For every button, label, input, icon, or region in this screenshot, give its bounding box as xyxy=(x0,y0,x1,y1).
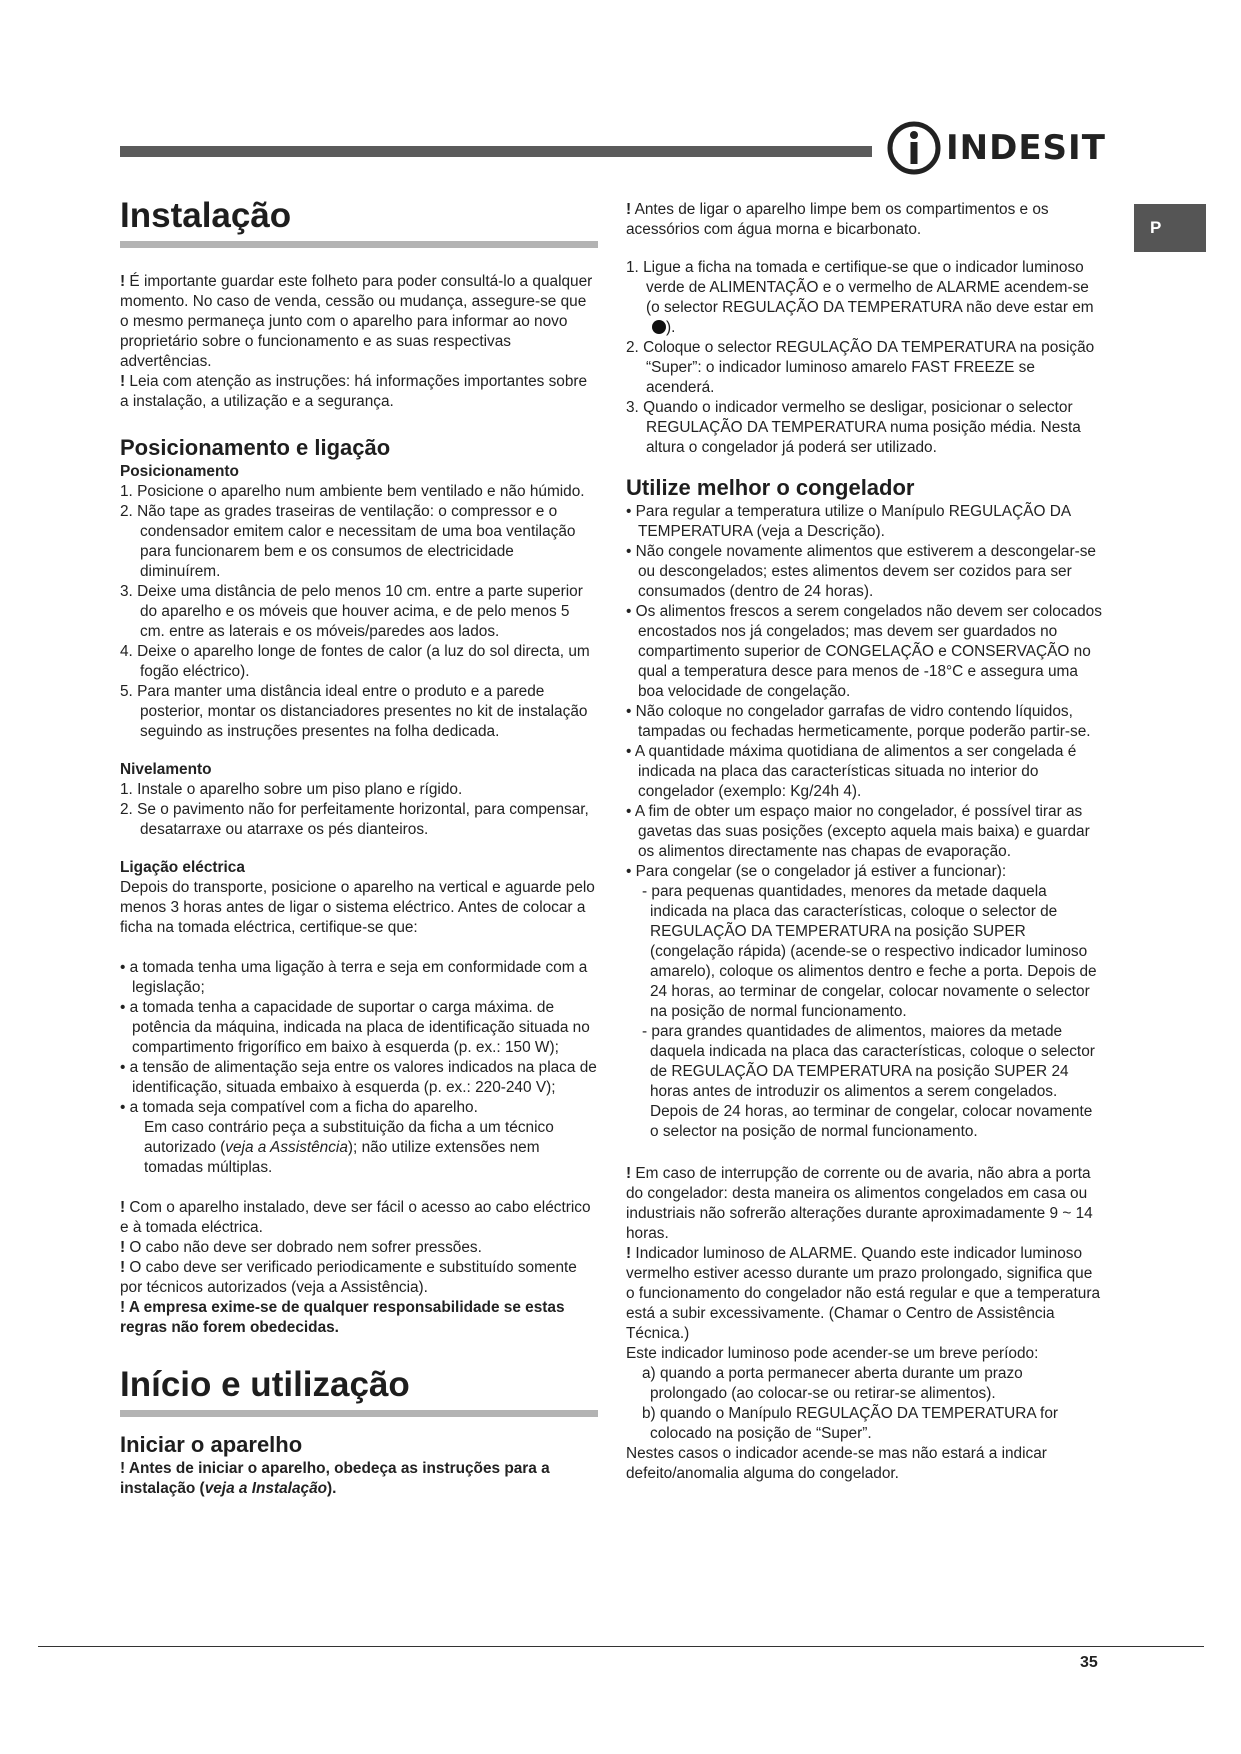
ligacao-extra: Em caso contrário peça a substituição da ficha a um técnico autorizado (veja a Assistência); não utilize extensões nem tomadas múltiplas. xyxy=(144,1119,554,1176)
pre-start-note: ! Antes de ligar o aparelho limpe bem os compartimentos e os acessórios com água morna e bicarbonato. xyxy=(626,201,1049,238)
list-item: • Os alimentos frescos a serem congelados não devem ser colocados encostados nos já congelados; mas devem ser guardados no compartimento superior de CONGELAÇÃO e CONSERVAÇÃO no qual a temperatura desce para menos de -18°C e assegura uma boa velocidade de congelação. xyxy=(626,603,1102,700)
heading-nivelamento: Nivelamento xyxy=(120,761,212,778)
list-item: 3. Quando o indicador vermelho se desligar, posicionar o selector REGULAÇÃO DA TEMPERATURA numa posição média. Nesta altura o congelador já poderá ser utilizado. xyxy=(626,399,1081,456)
warning-text: ! O cabo não deve ser dobrado nem sofrer pressões. xyxy=(120,1239,482,1256)
list-item: 3. Deixe uma distância de pelo menos 10 cm. entre a parte superior do aparelho e os móveis que houver acima, e de pelo menos 5 cm. entre as laterais e os móveis/paredes aos lados. xyxy=(120,583,583,640)
ligacao-paragraph: Depois do transporte, posicione o aparelho na vertical e aguarde pelo menos 3 horas antes de ligar o sistema eléctrico. Antes de colocar a ficha na tomada eléctrica, certifique-se que: xyxy=(120,879,595,936)
start-steps-list xyxy=(626,258,1104,458)
list-item: • a tomada tenha a capacidade de suportar o carga máxima. de potência da máquina, indicada na placa de identificação situada no compartimento frigorífico em baixo à esquerda (p. ex.: 150 W); xyxy=(120,999,590,1056)
list-item: • a tomada seja compatível com a ficha do aparelho. xyxy=(120,1099,478,1116)
list-item: • a tomada tenha uma ligação à terra e seja em conformidade com a legislação; xyxy=(120,959,588,996)
list-item: • A fim de obter um espaço maior no congelador, é possível tirar as gavetas das suas posições (excepto aquela mais baixa) e guardar os alimentos directamente nas chapas de evaporação. xyxy=(626,803,1090,860)
leveling-list xyxy=(120,780,598,840)
subsection-title-posicionamento: Posicionamento e ligação xyxy=(120,435,391,460)
alarm-note: ! Indicador luminoso de ALARME. Quando este indicador luminoso vermelho estiver acesso durante um prazo prolongado, significa que o funcionamento do congelador não está regular e que a temperatura está a subir excessivamente. (Chamar o Centro de Assistência Técnica.) xyxy=(626,1245,1101,1342)
header-rule xyxy=(120,146,872,157)
list-item: • Não congele novamente alimentos que estiverem a descongelar-se ou descongelados; estes alimentos devem ser cozidos para ser consumados (dentro de 24 horas). xyxy=(626,543,1096,600)
alarm-note-3: Nestes casos o indicador acende-se mas não estará a indicar defeito/anomalia alguma do congelador. xyxy=(626,1445,1047,1482)
section-title-instalacao: Instalação xyxy=(120,196,292,235)
list-item: • a tensão de alimentação seja entre os valores indicados na placa de identificação, situada embaixo à esquerda (p. ex.: 220-240 V); xyxy=(120,1059,597,1096)
sub-item: - para grandes quantidades de alimentos, maiores da metade daquela indicada na placa das características, coloque o selector de REGULAÇÃO DA TEMPERATURA na posição SUPER 24 horas antes de introduzir os alimentos a serem congelados. Depois de 24 horas, ao terminar de congelar, colocar novamente o selector na posição de normal funcionamento. xyxy=(642,1023,1095,1140)
list-item: 2. Coloque o selector REGULAÇÃO DA TEMPERATURA na posição “Super”: o indicador luminoso amarelo FAST FREEZE se acenderá. xyxy=(626,339,1095,396)
title-underline xyxy=(120,1410,598,1417)
subsection-title-iniciar: Iniciar o aparelho xyxy=(120,1432,303,1457)
intro-paragraph: ! É importante guardar este folheto para poder consultá-lo a qualquer momento. No caso de venda, cessão ou mudança, assegure-se que o mesmo permaneça junto com o aparelho para informar ao novo proprietário sobre o funcionamento e as suas respectivas advertências. xyxy=(120,273,593,370)
warning-text: ! O cabo deve ser verificado periodicamente e substituído somente por técnicos autorizados (veja a Assistência). xyxy=(120,1259,577,1296)
use-bullets xyxy=(626,502,1104,1142)
warning-text-bold: ! A empresa exime-se de qualquer responsabilidade se estas regras não forem obedecidas. xyxy=(120,1299,565,1336)
list-item: 2. Não tape as grades traseiras de ventilação: o compressor e o condensador emitem calor e necessitam de uma boa ventilação para funcionarem bem e os consumos de electricidade diminuírem. xyxy=(120,503,576,580)
alarm-note-2: Este indicador luminoso pode acender-se um breve período: xyxy=(626,1345,1039,1362)
list-item: • Para regular a temperatura utilize o Manípulo REGULAÇÃO DA TEMPERATURA (veja a Descrição). xyxy=(626,503,1071,540)
list-item: • A quantidade máxima quotidiana de alimentos a ser congelada é indicada na placa das características situada no interior do congelador (exemplo: Kg/24h 4). xyxy=(626,743,1077,800)
list-item: 4. Deixe o aparelho longe de fontes de calor (a luz do sol directa, um fogão eléctrico). xyxy=(120,643,590,680)
positioning-list xyxy=(120,482,598,742)
title-underline xyxy=(120,241,598,248)
heading-posicionamento: Posicionamento xyxy=(120,463,239,480)
subsection-title-utilize: Utilize melhor o congelador xyxy=(626,475,915,500)
intro-paragraph-2: ! Leia com atenção as instruções: há informações importantes sobre a instalação, a utilização e a segurança. xyxy=(120,373,588,410)
alarm-case-a: a) quando a porta permanecer aberta durante um prazo prolongado (ao colocar-se ou retirar-se alimentos). xyxy=(642,1365,1023,1402)
snowflake-off-icon xyxy=(652,320,666,334)
footer-rule xyxy=(38,1646,1204,1647)
right-column xyxy=(626,200,1104,1484)
brand-logo xyxy=(886,120,1106,176)
page-number: 35 xyxy=(1080,1654,1098,1671)
list-item: 5. Para manter uma distância ideal entre o produto e a parede posterior, montar os distanciadores presentes no kit de instalação seguindo as instruções presentes na folha dedicada. xyxy=(120,683,588,740)
list-item: 1. Instale o aparelho sobre um piso plano e rígido. xyxy=(120,781,463,798)
list-item: • Para congelar (se o congelador já estiver a funcionar): xyxy=(626,863,1007,880)
language-tab: P xyxy=(1134,204,1206,252)
ligacao-bullets xyxy=(120,958,598,1178)
list-item: • Não coloque no congelador garrafas de vidro contendo líquidos, tampadas ou fechadas hermeticamente, porque poderão partir-se. xyxy=(626,703,1091,740)
left-column xyxy=(120,195,598,1499)
info-circle-icon xyxy=(886,120,942,176)
section-title-inicio: Início e utilização xyxy=(120,1365,410,1404)
power-failure-note: ! Em caso de interrupção de corrente ou de avaria, não abra a porta do congelador: desta maneira os alimentos congelados em casa ou industriais não sofrerão alterações durante aproximadamente 9 ~ 14 horas. xyxy=(626,1165,1093,1242)
alarm-case-b: b) quando o Manípulo REGULAÇÃO DA TEMPERATURA for colocado na posição de “Super”. xyxy=(642,1405,1059,1442)
heading-ligacao: Ligação eléctrica xyxy=(120,859,245,876)
brand-name: INDESIT xyxy=(946,128,1106,168)
list-item: 1. Ligue a ficha na tomada e certifique-se que o indicador luminoso verde de ALIMENTAÇÃO e o vermelho de ALARME acendem-se (o selector REGULAÇÃO DA TEMPERATURA não deve estar em). xyxy=(626,259,1094,336)
list-item: 1. Posicione o aparelho num ambiente bem ventilado e não húmido. xyxy=(120,483,585,500)
warning-text: ! Com o aparelho instalado, deve ser fácil o acesso ao cabo eléctrico e à tomada eléctrica. xyxy=(120,1199,591,1236)
list-item: 2. Se o pavimento não for perfeitamente horizontal, para compensar, desatarraxe ou atarraxe os pés dianteiros. xyxy=(120,801,589,838)
start-instruction: ! Antes de iniciar o aparelho, obedeça as instruções para a instalação (veja a Instalação). xyxy=(120,1460,550,1497)
sub-item: - para pequenas quantidades, menores da metade daquela indicada na placa das características, coloque o selector de REGULAÇÃO DA TEMPERATURA na posição SUPER (congelação rápida) (acende-se o respectivo indicador luminoso amarelo), coloque os alimentos dentro e feche a porta. Depois de 24 horas, ao terminar de congelar, colocar novamente o selector na posição de normal funcionamento. xyxy=(642,883,1097,1020)
